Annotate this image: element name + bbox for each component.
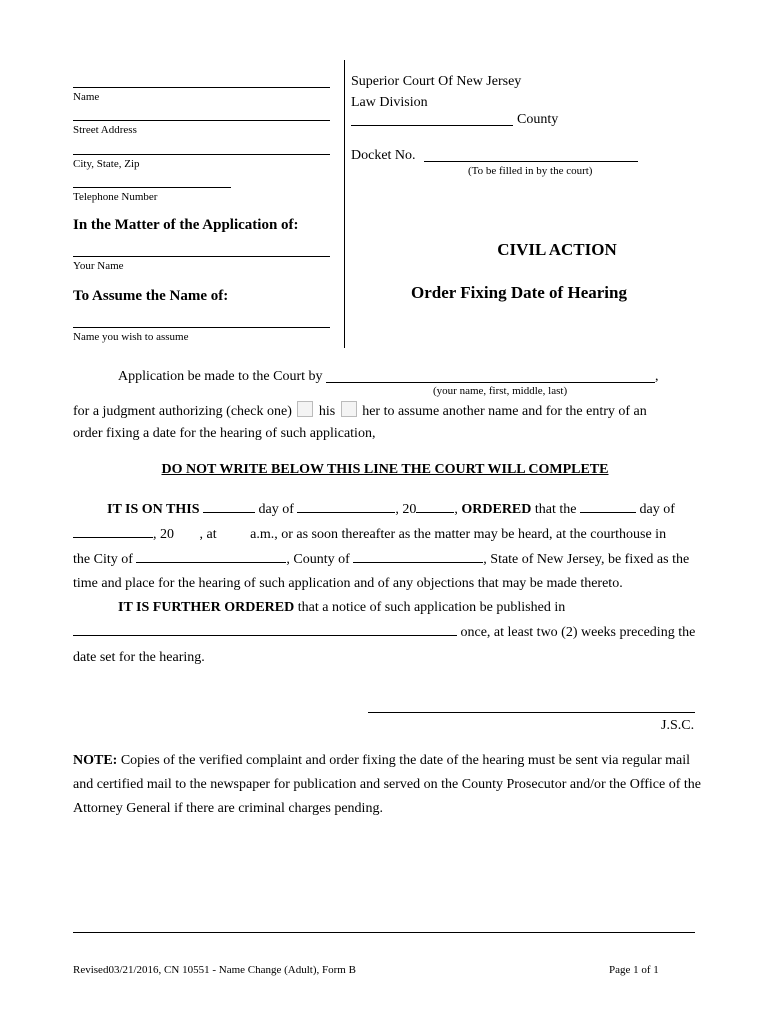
city-blank[interactable]	[136, 550, 286, 563]
order-line-3	[73, 548, 698, 572]
hearing-year-prefix: , 20	[153, 527, 174, 542]
phone-label: Telephone Number	[73, 191, 158, 203]
order-day-blank[interactable]	[203, 500, 255, 513]
city-of-text: the City of	[73, 552, 133, 567]
footer-revised: Revised03/21/2016, CN 10551 - Name Change (Adult), Form B	[73, 964, 356, 976]
note-text-1: Copies of the verified complaint and order fixing the date of the hearing must be sent via regular mail	[120, 753, 690, 768]
hearing-month-blank[interactable]	[73, 525, 153, 538]
signature-line[interactable]	[368, 712, 695, 713]
civil-action-title: CIVIL ACTION	[497, 240, 617, 259]
county-blank[interactable]	[353, 550, 483, 563]
day-of-text-2: day of	[639, 502, 675, 517]
that-the-text: that the	[534, 502, 577, 517]
once-text: once, at least two (2) weeks preceding the	[460, 625, 696, 640]
application-line-3: order fixing a date for the hearing of such application,	[73, 426, 376, 441]
matter-heading: In the Matter of the Application of:	[73, 217, 299, 233]
application-prefix: Application be made to the Court by	[118, 369, 323, 384]
year-prefix: , 20	[395, 502, 417, 517]
state-text: , State of New Jersey, be fixed as the	[483, 552, 690, 567]
application-comma: ,	[655, 369, 659, 384]
court-name: Superior Court Of New Jersey	[351, 74, 522, 89]
order-line-5	[118, 596, 743, 620]
name-line[interactable]	[73, 87, 330, 88]
phone-line[interactable]	[73, 187, 231, 188]
county-of-text: , County of	[286, 552, 350, 567]
division-name: Law Division	[351, 95, 428, 110]
footer-rule	[73, 932, 695, 933]
order-line-7: date set for the hearing.	[73, 650, 205, 665]
assume-name-line[interactable]	[73, 327, 330, 328]
your-name-label: Your Name	[73, 260, 124, 272]
street-line[interactable]	[73, 120, 330, 121]
county-label: County	[517, 112, 559, 127]
ordered-text: ORDERED	[461, 502, 532, 517]
assume-label: Name you wish to assume	[73, 331, 189, 343]
your-name-line[interactable]	[73, 256, 330, 257]
his-checkbox[interactable]	[297, 401, 313, 417]
jsc-label: J.S.C.	[661, 718, 695, 733]
applicant-name-hint: (your name, first, middle, last)	[433, 385, 568, 397]
city-line[interactable]	[73, 154, 330, 155]
note-line-1	[73, 749, 698, 773]
further-ordered: IT IS FURTHER ORDERED	[118, 600, 295, 615]
note-line-2: and certified mail to the newspaper for publication and served on the County Prosecutor and/or the Office of the	[73, 777, 701, 792]
note-label: NOTE:	[73, 753, 118, 768]
order-title: Order Fixing Date of Hearing	[411, 283, 627, 302]
authorization-line	[73, 401, 647, 420]
docket-label: Docket No.	[351, 148, 416, 163]
it-is-on-this: IT IS ON THIS	[107, 502, 200, 517]
assume-heading: To Assume the Name of:	[73, 288, 229, 304]
day-of-text: day of	[258, 502, 294, 517]
order-line-4: time and place for the hearing of such application and of any objections that may be made thereto.	[73, 576, 623, 591]
docket-note: (To be filled in by the court)	[468, 165, 593, 177]
applicant-name-line[interactable]	[326, 382, 655, 383]
at-text: , at	[199, 527, 217, 542]
order-month-blank[interactable]	[297, 500, 395, 513]
note-line-3: Attorney General if there are criminal charges pending.	[73, 801, 383, 816]
county-line[interactable]	[351, 125, 513, 126]
newspaper-blank[interactable]	[73, 623, 457, 636]
court-complete-heading: DO NOT WRITE BELOW THIS LINE THE COURT WILL COMPLETE	[161, 462, 609, 477]
authorization-prefix: for a judgment authorizing (check one)	[73, 404, 292, 419]
order-year-blank[interactable]	[416, 500, 454, 513]
order-line-1: IT IS ON THIS day of , 20 , ORDERED that the day of	[107, 502, 675, 517]
footer-page: Page 1 of 1	[609, 964, 659, 976]
order-line-6	[73, 621, 698, 645]
her-option: her to assume another name and for the entry of an	[362, 404, 647, 419]
further-text: that a notice of such application be published in	[297, 600, 566, 615]
his-option: his	[318, 404, 336, 419]
am-text: a.m., or as soon thereafter as the matter may be heard, at the courthouse in	[250, 527, 667, 542]
her-checkbox[interactable]	[341, 401, 357, 417]
order-line-2	[73, 523, 698, 547]
name-label: Name	[73, 91, 100, 103]
docket-line[interactable]	[424, 161, 638, 162]
street-label: Street Address	[73, 124, 137, 136]
header-divider	[344, 60, 345, 348]
hearing-day-blank[interactable]	[580, 500, 636, 513]
city-label: City, State, Zip	[73, 158, 140, 170]
